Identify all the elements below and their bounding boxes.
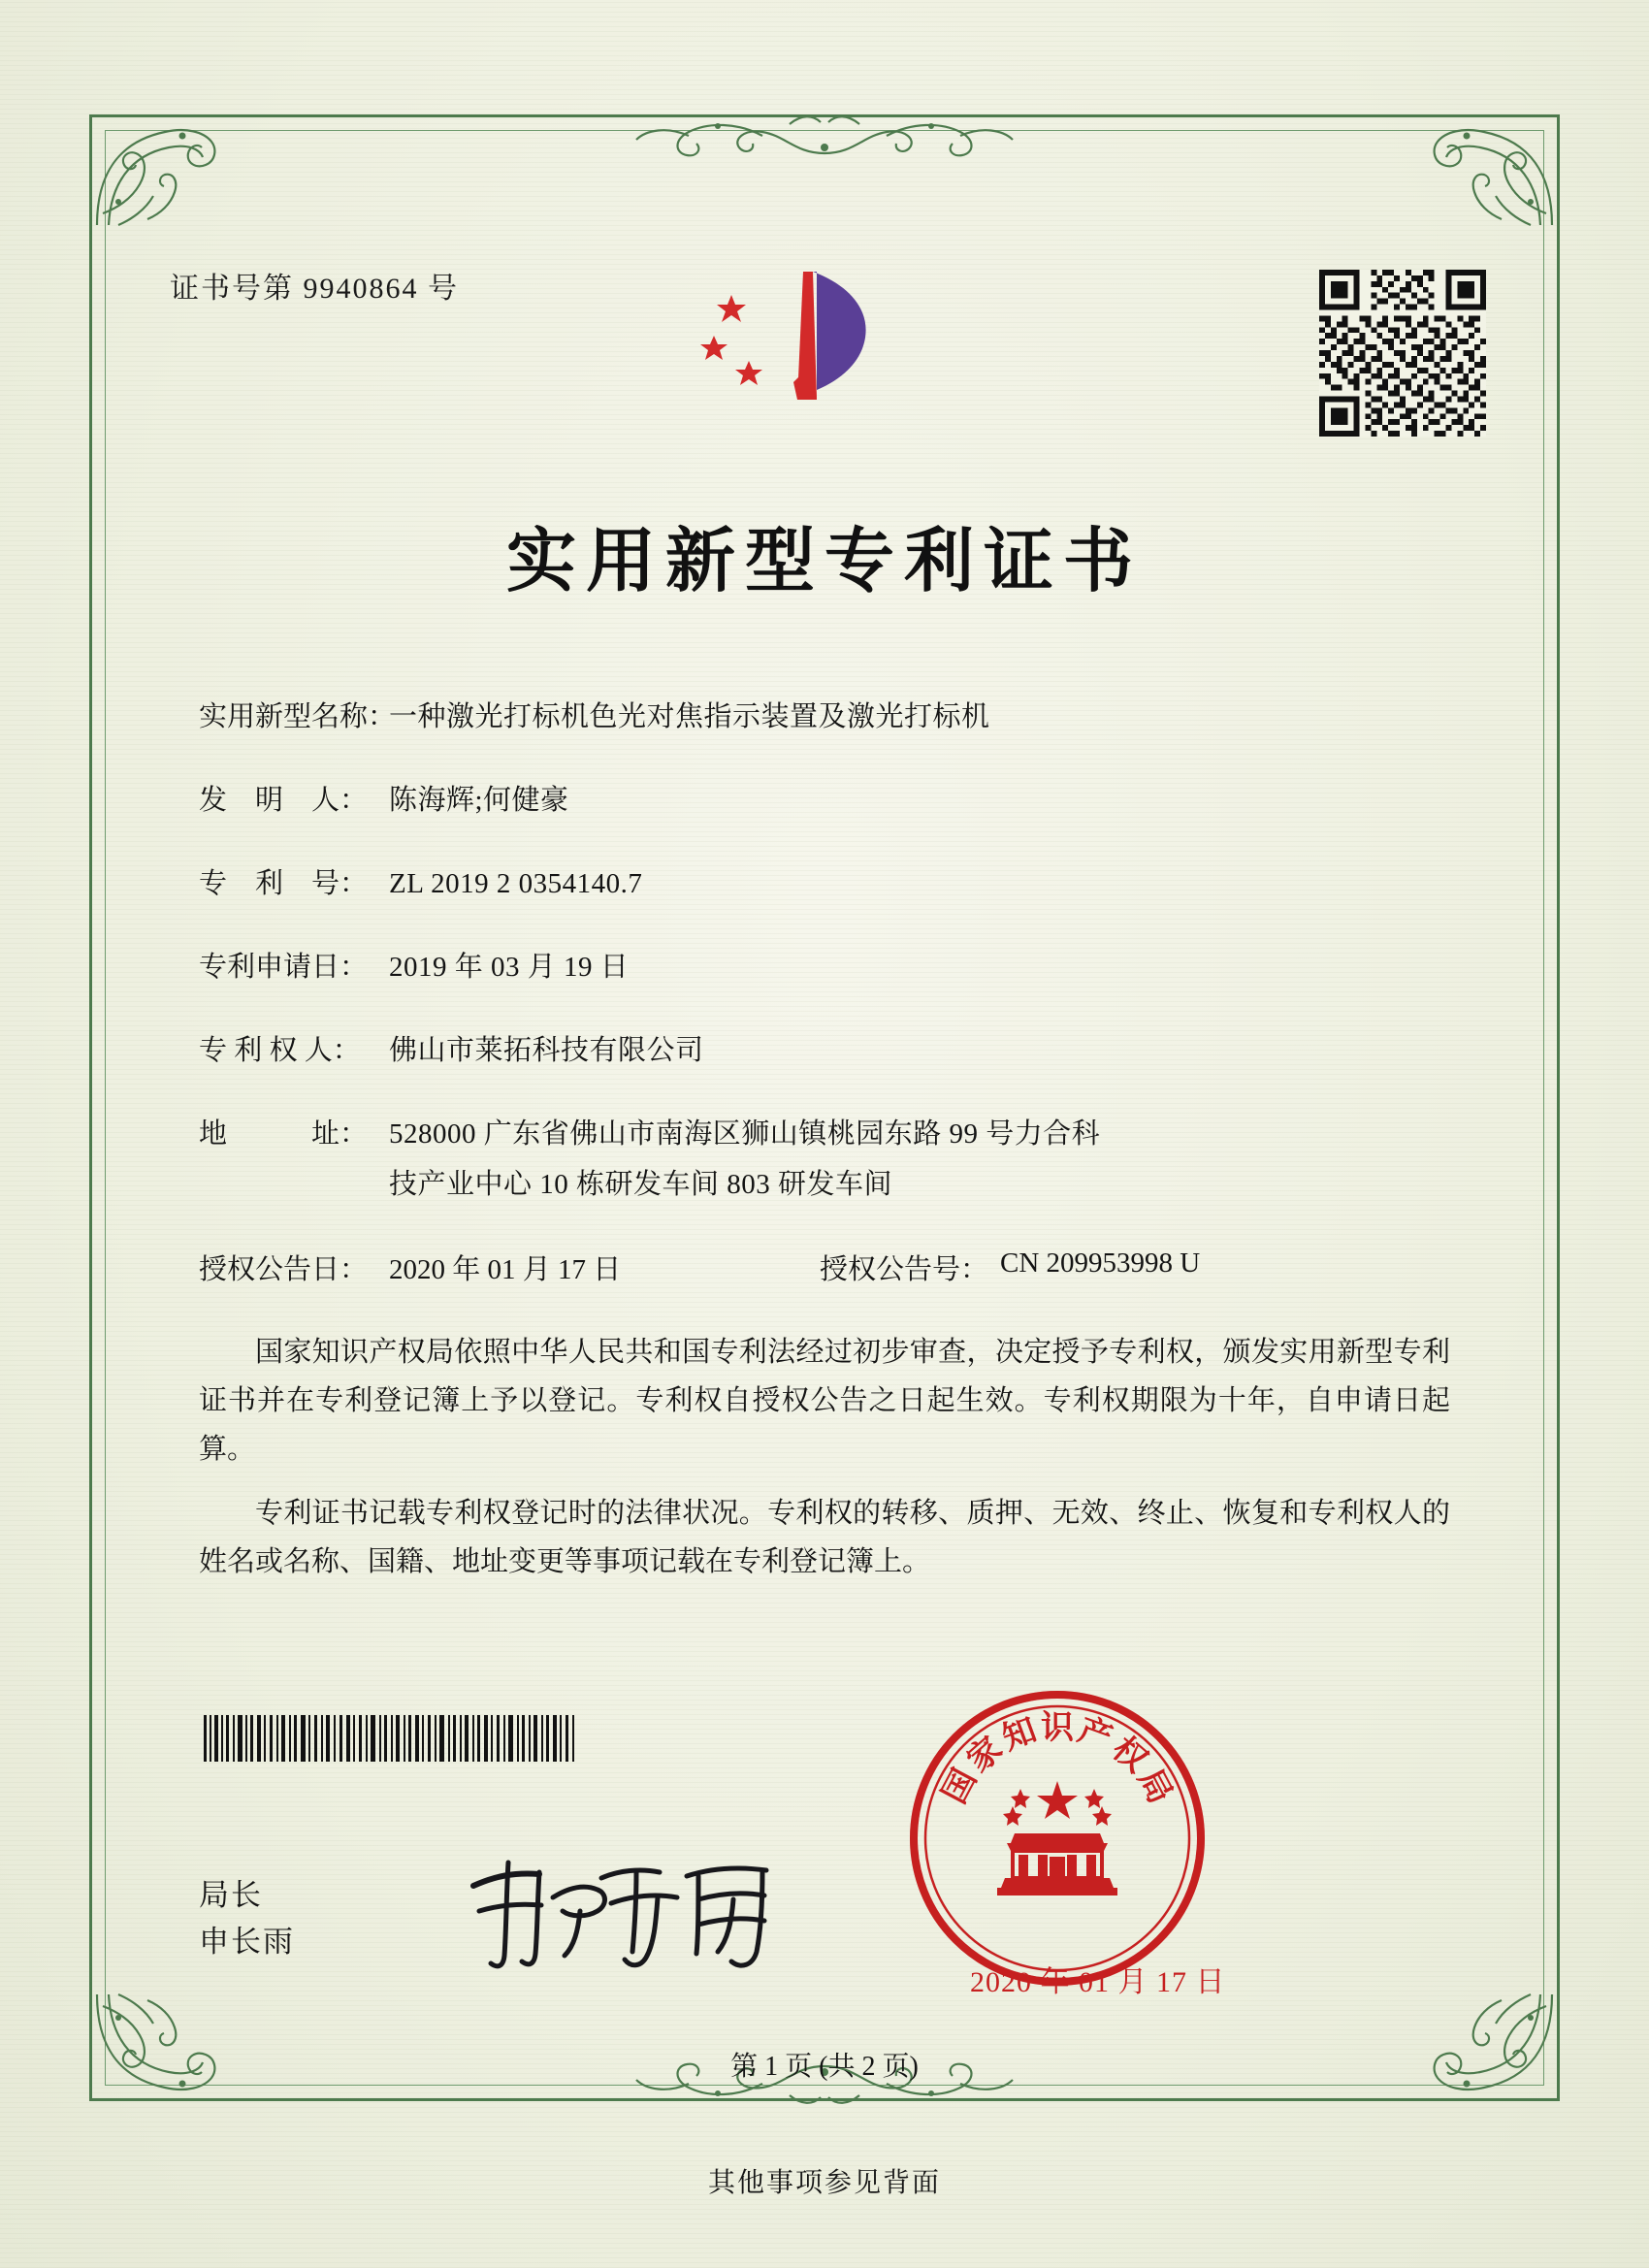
top-flourish-icon	[553, 97, 1096, 165]
corner-ornament-icon	[1414, 107, 1560, 233]
director-name-label: 申长雨	[199, 1925, 295, 1960]
field-row-inventor	[199, 780, 1460, 821]
field-row-utility-model-name	[199, 697, 1460, 737]
svg-text:产: 产	[1073, 1710, 1117, 1759]
seal-date: 2020 年 01 月 17 日	[970, 1966, 1226, 1998]
cnipa-logo-icon	[689, 254, 941, 429]
field-value-line1: 528000 广东省佛山市南海区狮山镇桃园东路 99 号力合科	[389, 1118, 1101, 1150]
corner-ornament-icon	[89, 107, 235, 233]
barcode	[204, 1715, 611, 1762]
field-label: 专利申请日：	[199, 952, 369, 984]
field-value-block	[389, 1114, 1460, 1205]
svg-text:识: 识	[1041, 1708, 1074, 1747]
paragraph-1: 国家知识产权局依照中华人民共和国专利法经过初步审查，决定授予专利权，颁发实用新型专利证书并在专利登记簿上予以登记。专利权自授权公告之日起生效。专利权期限为十年，自申请日起算。	[199, 1337, 1450, 1465]
field-value: CN 209953998 U	[1000, 1247, 1201, 1280]
director-title-label: 局长	[199, 1878, 263, 1912]
legal-text	[199, 1329, 1450, 1602]
handwritten-signature	[456, 1843, 824, 1979]
field-list	[199, 697, 1460, 1316]
page-title: 实用新型专利证书	[505, 519, 1143, 601]
svg-text:国: 国	[934, 1763, 985, 1810]
field-label: 专 利 号：	[199, 868, 369, 900]
announcement-number-group	[820, 1247, 1200, 1287]
field-row-address	[199, 1114, 1460, 1205]
field-value: 陈海辉;何健豪	[389, 785, 569, 817]
field-row-patent-number	[199, 863, 1460, 904]
field-label: 授权公告号：	[820, 1254, 989, 1286]
svg-text:家: 家	[959, 1729, 1011, 1781]
paragraph-2: 专利证书记载专利权登记时的法律状况。专利权的转移、质押、无效、终止、恢复和专利权人的姓名或名称、国籍、地址变更等事项记载在专利登记簿上。	[199, 1497, 1450, 1577]
field-label: 发 明 人：	[199, 785, 369, 817]
field-label: 地 址：	[199, 1118, 369, 1150]
qr-code	[1319, 270, 1486, 437]
field-label: 实用新型名称：	[199, 701, 397, 732]
official-seal	[907, 1688, 1208, 1989]
field-row-grant-announcement	[199, 1247, 1460, 1287]
field-row-patentee	[199, 1030, 1460, 1071]
field-row-application-date	[199, 947, 1460, 988]
field-value: 佛山市莱拓科技有限公司	[389, 1035, 704, 1067]
field-value: ZL 2019 2 0354140.7	[389, 868, 643, 900]
field-value: 2020 年 01 月 17 日	[389, 1254, 622, 1286]
footer-note: 其他事项参见背面	[707, 2168, 941, 2198]
certificate-number: 证书号第 9940864 号	[170, 273, 459, 305]
svg-text:知: 知	[997, 1710, 1042, 1759]
svg-text:权: 权	[1104, 1729, 1155, 1781]
page-number: 第 1 页 (共 2 页)	[730, 2052, 919, 2082]
field-label: 授权公告日：	[199, 1254, 369, 1286]
field-value: 2019 年 03 月 19 日	[389, 952, 630, 984]
field-value-line2: 技产业中心 10 栋研发车间 803 研发车间	[389, 1169, 893, 1201]
field-value: 一种激光打标机色光对焦指示装置及激光打标机	[389, 701, 990, 732]
grant-date-group	[199, 1247, 820, 1287]
signature-labels	[199, 1872, 295, 1965]
svg-text:局: 局	[1130, 1763, 1180, 1810]
field-label: 专 利 权 人：	[199, 1035, 361, 1067]
